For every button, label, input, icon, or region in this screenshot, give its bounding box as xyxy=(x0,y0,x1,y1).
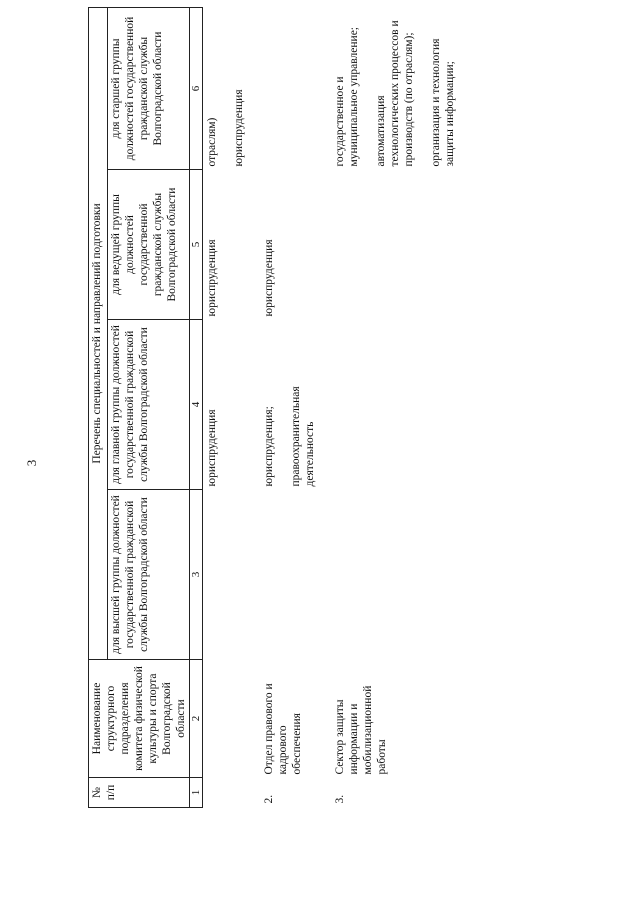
rotated-table-container xyxy=(88,8,638,808)
cell-senior-row0 xyxy=(203,8,251,170)
cell-text: отраслям) xyxy=(206,117,218,167)
col-number: 3 xyxy=(190,490,203,660)
cell-leading-row0: юриспруденция xyxy=(206,239,218,317)
row-name: Отдел правового и кадрового обеспечения xyxy=(263,683,303,775)
header-senior: для старшей группы должностей государственной гражданской службы Волгоградской области xyxy=(108,8,190,170)
header-main: для главной группы должностей государственной гражданской службы Волгоградской области xyxy=(108,320,190,490)
cell-text: организация и технология защиты информации; xyxy=(430,38,456,167)
col-number: 1 xyxy=(190,778,203,808)
header-leading: для ведущей группы должностей государственной гражданской службы Волгоградской области xyxy=(108,170,190,320)
cell-main-row2 xyxy=(250,320,321,490)
col-number: 4 xyxy=(190,320,203,490)
cell-text: правоохранительная деятельность xyxy=(290,386,316,487)
cell-text: государственное и муниципальное управление; xyxy=(334,27,360,167)
header-num: № п/п xyxy=(89,778,190,808)
cell-main-row0: юриспруденция xyxy=(206,409,218,487)
page-number: 3 xyxy=(24,459,39,467)
row-number: 3. xyxy=(334,794,346,804)
row-name: Сектор защиты информации и мобилизационной работы xyxy=(334,685,388,775)
cell-text: автоматизация технологических процессов и производств (по отраслям); xyxy=(375,20,415,167)
col-number: 2 xyxy=(190,660,203,778)
table-row xyxy=(203,8,251,808)
cell-text: юриспруденция; xyxy=(263,406,275,487)
cell-leading-row2: юриспруденция xyxy=(263,239,275,317)
specialties-table xyxy=(88,7,461,808)
header-highest: для высшей группы должностей государственной гражданской службы Волгоградской области xyxy=(108,490,190,660)
row-number: 2. xyxy=(263,794,275,804)
table-row xyxy=(321,8,461,808)
col-number: 6 xyxy=(190,8,203,170)
header-name: Наименование структурного подразделения комитета физической культуры и спорта Волгоградской области xyxy=(89,660,190,778)
cell-text: юриспруденция xyxy=(233,89,245,167)
col-number: 5 xyxy=(190,170,203,320)
cell-senior-row3 xyxy=(321,8,461,170)
table-row xyxy=(250,8,321,808)
header-group: Перечень специальностей и направлений подготовки xyxy=(89,8,108,660)
